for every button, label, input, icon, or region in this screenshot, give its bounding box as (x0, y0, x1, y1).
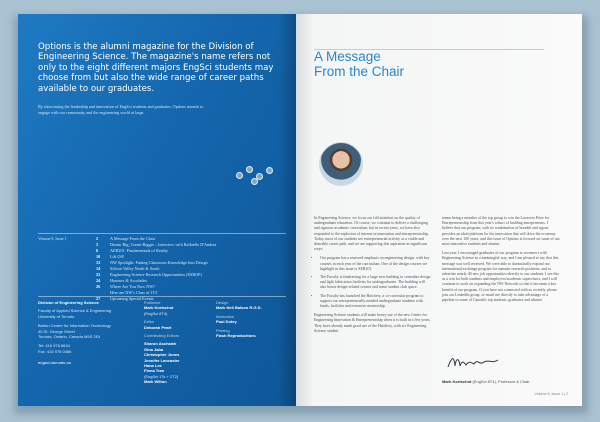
toc-page-number: 24 (96, 278, 101, 283)
toc-page-number: 22 (96, 272, 101, 277)
toc-title: A Message From the Chair (110, 236, 156, 241)
toc-page-number: 27 (96, 296, 101, 301)
publisher-name: Mark Kortschot (144, 305, 174, 311)
address-lines (38, 308, 142, 354)
article-paragraph: In Engineering Science, we focus our full attention on the quality of undergraduate education. Of course, we continue to deliver a challenging and rigorous academic curriculum, but in recent years, we have also responded to the explosion of interest in innovation and entrepreneurship. Today, most of our students see entrepreneurial activity as a viable and desirable career path, and we are supporting this aspiration in significant ways: (314, 216, 429, 252)
address-line: Fax: 416 978 0465 (38, 348, 72, 354)
toc-page-number: 2 (96, 236, 99, 241)
contributor-name: Sharon Aschaiek (144, 341, 177, 347)
toc-title: AER201: Fundamentals of Reality (110, 248, 169, 253)
address-line: University of Toronto (38, 313, 75, 319)
article-paragraph: teams being a member of the top group to win the Lacavera Prize for Entrepreneurship from this year's cohort of budding entrepreneurs. I believe that our program, with its combination of breadth and rigour, provides an ideal platform for the innovation that will drive the economy over the next 100 years, and this issue of Options is focused on some of our most innovative students and alumni. (442, 216, 560, 247)
toc-page-number: 14 (96, 266, 101, 271)
signature-icon (446, 354, 500, 370)
article-column-left (314, 216, 432, 338)
production-block (216, 300, 288, 341)
toc-title: Dream Big, Create Bigger – Interview with Raffaello D'Andrea (110, 242, 217, 247)
illustration-label: Illustration (216, 313, 235, 319)
contributor-name: Hana Lee (144, 363, 162, 369)
toc-title: Honours & Accolades (110, 278, 147, 283)
staff-block (144, 300, 210, 385)
toc-rule-top (38, 233, 286, 234)
article-bullet: • The Faculty is fundraising for a large new building to centralize design and light fabrication facilities for undergraduates. The building will also house design-related centres and some student club space. (320, 275, 432, 291)
address-line: Bahen Centre for Information Technology (38, 323, 111, 329)
toc-title: Lift Off! (110, 254, 125, 259)
toc-page-number: 12 (96, 260, 101, 265)
chair-portrait (319, 142, 363, 186)
editor-label: Editor (144, 319, 155, 325)
toc-title: Silicon Valley North & South (110, 266, 160, 271)
contributor-name: Fiona Tran (144, 368, 165, 374)
left-page (18, 14, 296, 406)
page-title (314, 50, 404, 79)
publisher-label: Publisher (144, 300, 161, 305)
illustration-name: Paul Dotey (216, 319, 237, 325)
article-bullet: • Our program has a renewed emphasis on engineering design, with key courses in each year of the curriculum. One of the design courses we highlight in this issue is AER201. (320, 256, 432, 272)
article-bullet: • The Faculty has launched the Hatchery, a co-curricular program to support our entrepreneurially minded undergraduate students with funds, facilities and extensive mentorship. (320, 294, 432, 310)
page-folio: Volume 8, Issue 1 | 2 (534, 392, 568, 396)
contributor-name: (EngSci 1Ts + 2T2) (144, 373, 179, 379)
publisher-role: (EngSci 8T4) (144, 310, 168, 316)
intro-text: Options is the alumni magazine for the Division of Engineering Science. The magazine's name refers not only to the eight different majors EngSci students may choose from but also the wide range of career paths available to our graduates. (38, 42, 274, 94)
contributor-name: Gina Jaba (144, 346, 164, 352)
right-page (296, 14, 582, 406)
contributor-name: Christopher Jones (144, 352, 180, 358)
article-paragraph: Last year, I encouraged graduates of our program to reconnect with Engineering Science in a meaningful way, and I am pleased to say that this message was well received. We were able to dramatically expand our international exchange program for summer research positions, and to advertise nearly 40 new job opportunities directly to our students. I see this as a win for both students and employers/academic supervisors, and I will continue to work on expanding the NW Network so that it becomes a key benefit of our program. If you have not connected with us recently, please join our LinkedIn group, or email me directly to take advantage of a pipeline to some of Canada's top students, graduates and alumni. (442, 251, 560, 303)
printing-name: Flash Reproductions (216, 333, 256, 339)
toc-page-number: 10 (96, 254, 101, 259)
toc-title: Engineering Science Research Opportunities (ESROP) (110, 272, 202, 277)
design-label: Design (216, 300, 229, 305)
toc-title: NW Spotlight: Putting Classroom Knowledge Into Design (110, 260, 208, 265)
contributing-label: Contributing Editors (144, 333, 180, 339)
contributor-name: Jennifer Lancaster (144, 357, 180, 363)
table-of-contents (96, 236, 286, 302)
article-bullets (320, 256, 432, 309)
address-title: Division of Engineering Science (38, 300, 99, 305)
title-line-1: A Message (314, 49, 381, 64)
address-line: 40 St. George Street (38, 328, 75, 334)
address-block (38, 300, 142, 369)
title-line-2: From the Chair (314, 63, 405, 79)
printing-label: Printing (216, 327, 230, 333)
address-line: Toronto, Ontario, Canada M5S 2E4 (38, 334, 101, 340)
toc-page-number: 3 (96, 242, 99, 247)
article-column-right (442, 216, 560, 307)
bolts-icon (236, 164, 276, 186)
signature-name: Mark Kortschot (442, 379, 472, 384)
toc-page-number: 26 (96, 284, 101, 289)
signature-caption (442, 379, 530, 384)
signature-role: (EngSci 8T4), Professor & Chair (472, 379, 530, 384)
address-line: Faculty of Applied Science & Engineering (38, 308, 112, 314)
address-line: Tel: 416 978 8634 (38, 343, 70, 349)
page-fold (278, 14, 296, 406)
intro-subtext: By showcasing the leadership and innovation of EngSci students and graduates, Options intends to engage with our community and the engineering world at large. (38, 104, 204, 115)
toc-rule-bottom (38, 296, 286, 297)
website-link[interactable]: engsci.utoronto.ca (38, 360, 71, 366)
toc-title: Upcoming Special Events (110, 296, 154, 301)
contributors-list (144, 341, 210, 384)
toc-title: Where Are You Now NW? (110, 284, 156, 289)
design-name: Mark Neil Balson R.G.D. (216, 305, 262, 311)
toc-title: Here are NW's Class of 1T3 (110, 290, 158, 295)
issue-label: Volume 8, Issue 1 (38, 236, 67, 241)
toc-page-number: 6 (96, 248, 99, 253)
contributor-name: Mark Wilton (144, 379, 167, 385)
article-paragraph: Engineering Science students will make heavy use of the new Centre for Engineering Innovation & Entrepreneurship when it is built in a few years. They have already made good use of the Hatchery, with six Engineering Science student (314, 313, 431, 333)
editor-name: Deborah Peart (144, 324, 172, 330)
